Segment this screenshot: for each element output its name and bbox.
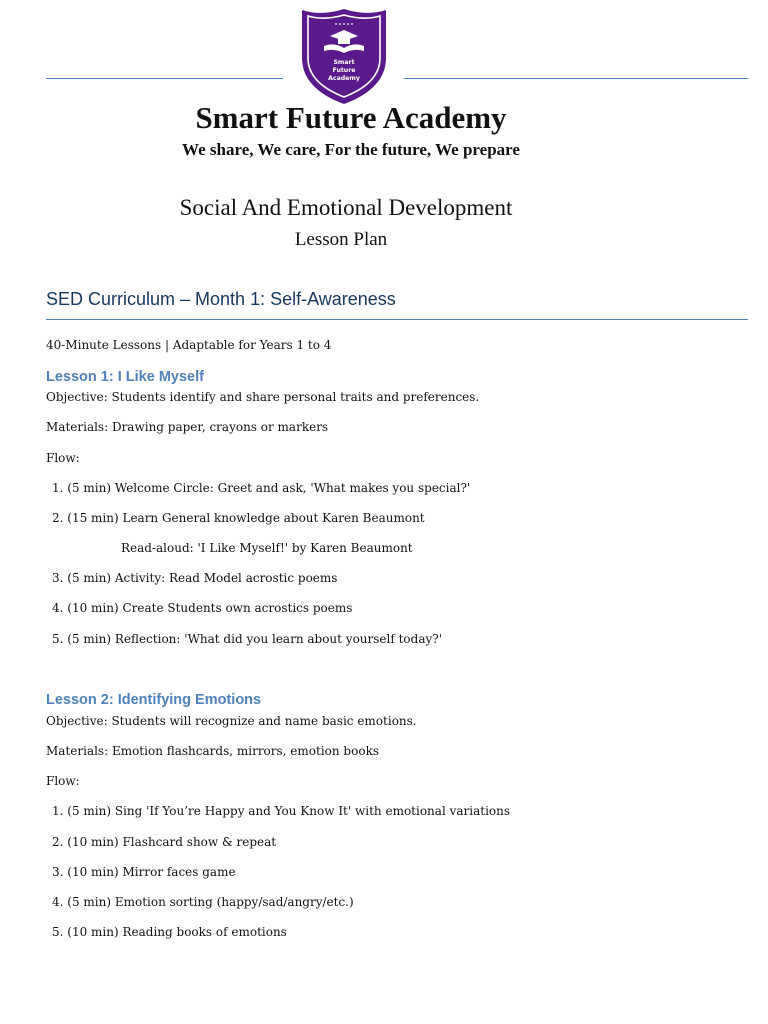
lesson1-materials: Materials: Drawing paper, crayons or markers xyxy=(46,420,329,434)
lesson1-step-1: 1. (5 min) Welcome Circle: Greet and ask, 'What makes you special?' xyxy=(52,481,471,495)
course-title: Social And Emotional Development xyxy=(179,195,513,220)
lesson2-step-2: 2. (10 min) Flashcard show & repeat xyxy=(52,835,277,849)
lesson1-objective: Objective: Students identify and share personal traits and preferences. xyxy=(46,390,480,404)
lesson2-title: Lesson 2: Identifying Emotions xyxy=(46,692,262,708)
lesson1-step-3: 3. (5 min) Activity: Read Model acrostic poems xyxy=(52,571,338,585)
lesson1-title: Lesson 1: I Like Myself xyxy=(46,369,204,385)
curriculum-subtitle: 40-Minute Lessons | Adaptable for Years 1 to 4 xyxy=(46,338,332,352)
lesson2-materials: Materials: Emotion flashcards, mirrors, emotion books xyxy=(46,744,379,758)
motto: We share, We care, For the future, We prepare xyxy=(182,140,520,159)
doc-type: Lesson Plan xyxy=(294,229,388,250)
curriculum-rule xyxy=(46,319,748,320)
org-name: Smart Future Academy xyxy=(195,100,507,135)
header-rule-left xyxy=(46,78,283,79)
lesson2-step-5: 5. (10 min) Reading books of emotions xyxy=(52,925,287,939)
lesson1-flow-label: Flow: xyxy=(46,451,80,465)
academy-logo-shield-icon xyxy=(298,6,390,106)
header-rule-right xyxy=(404,78,748,79)
lesson2-flow-label: Flow: xyxy=(46,774,80,788)
lesson2-step-3: 3. (10 min) Mirror faces game xyxy=(52,865,236,879)
logo-text-line-2: Future xyxy=(332,67,356,74)
lesson1-step-2-sub: Read-aloud: 'I Like Myself!' by Karen Beaumont xyxy=(121,541,413,555)
lesson1-step-5: 5. (5 min) Reflection: 'What did you learn about yourself today?' xyxy=(52,632,442,646)
lesson1-step-4: 4. (10 min) Create Students own acrostics poems xyxy=(52,601,353,615)
logo-text-line-1: Smart xyxy=(333,59,355,66)
lesson2-step-4: 4. (5 min) Emotion sorting (happy/sad/angry/etc.) xyxy=(52,895,354,909)
lesson2-step-1: 1. (5 min) Sing 'If You’re Happy and You Know It' with emotional variations xyxy=(52,804,511,818)
logo-text-line-3: Academy xyxy=(328,75,360,82)
lesson1-step-2: 2. (15 min) Learn General knowledge about Karen Beaumont xyxy=(52,511,425,525)
curriculum-heading: SED Curriculum – Month 1: Self-Awareness xyxy=(46,289,396,309)
lesson2-objective: Objective: Students will recognize and name basic emotions. xyxy=(46,714,417,728)
